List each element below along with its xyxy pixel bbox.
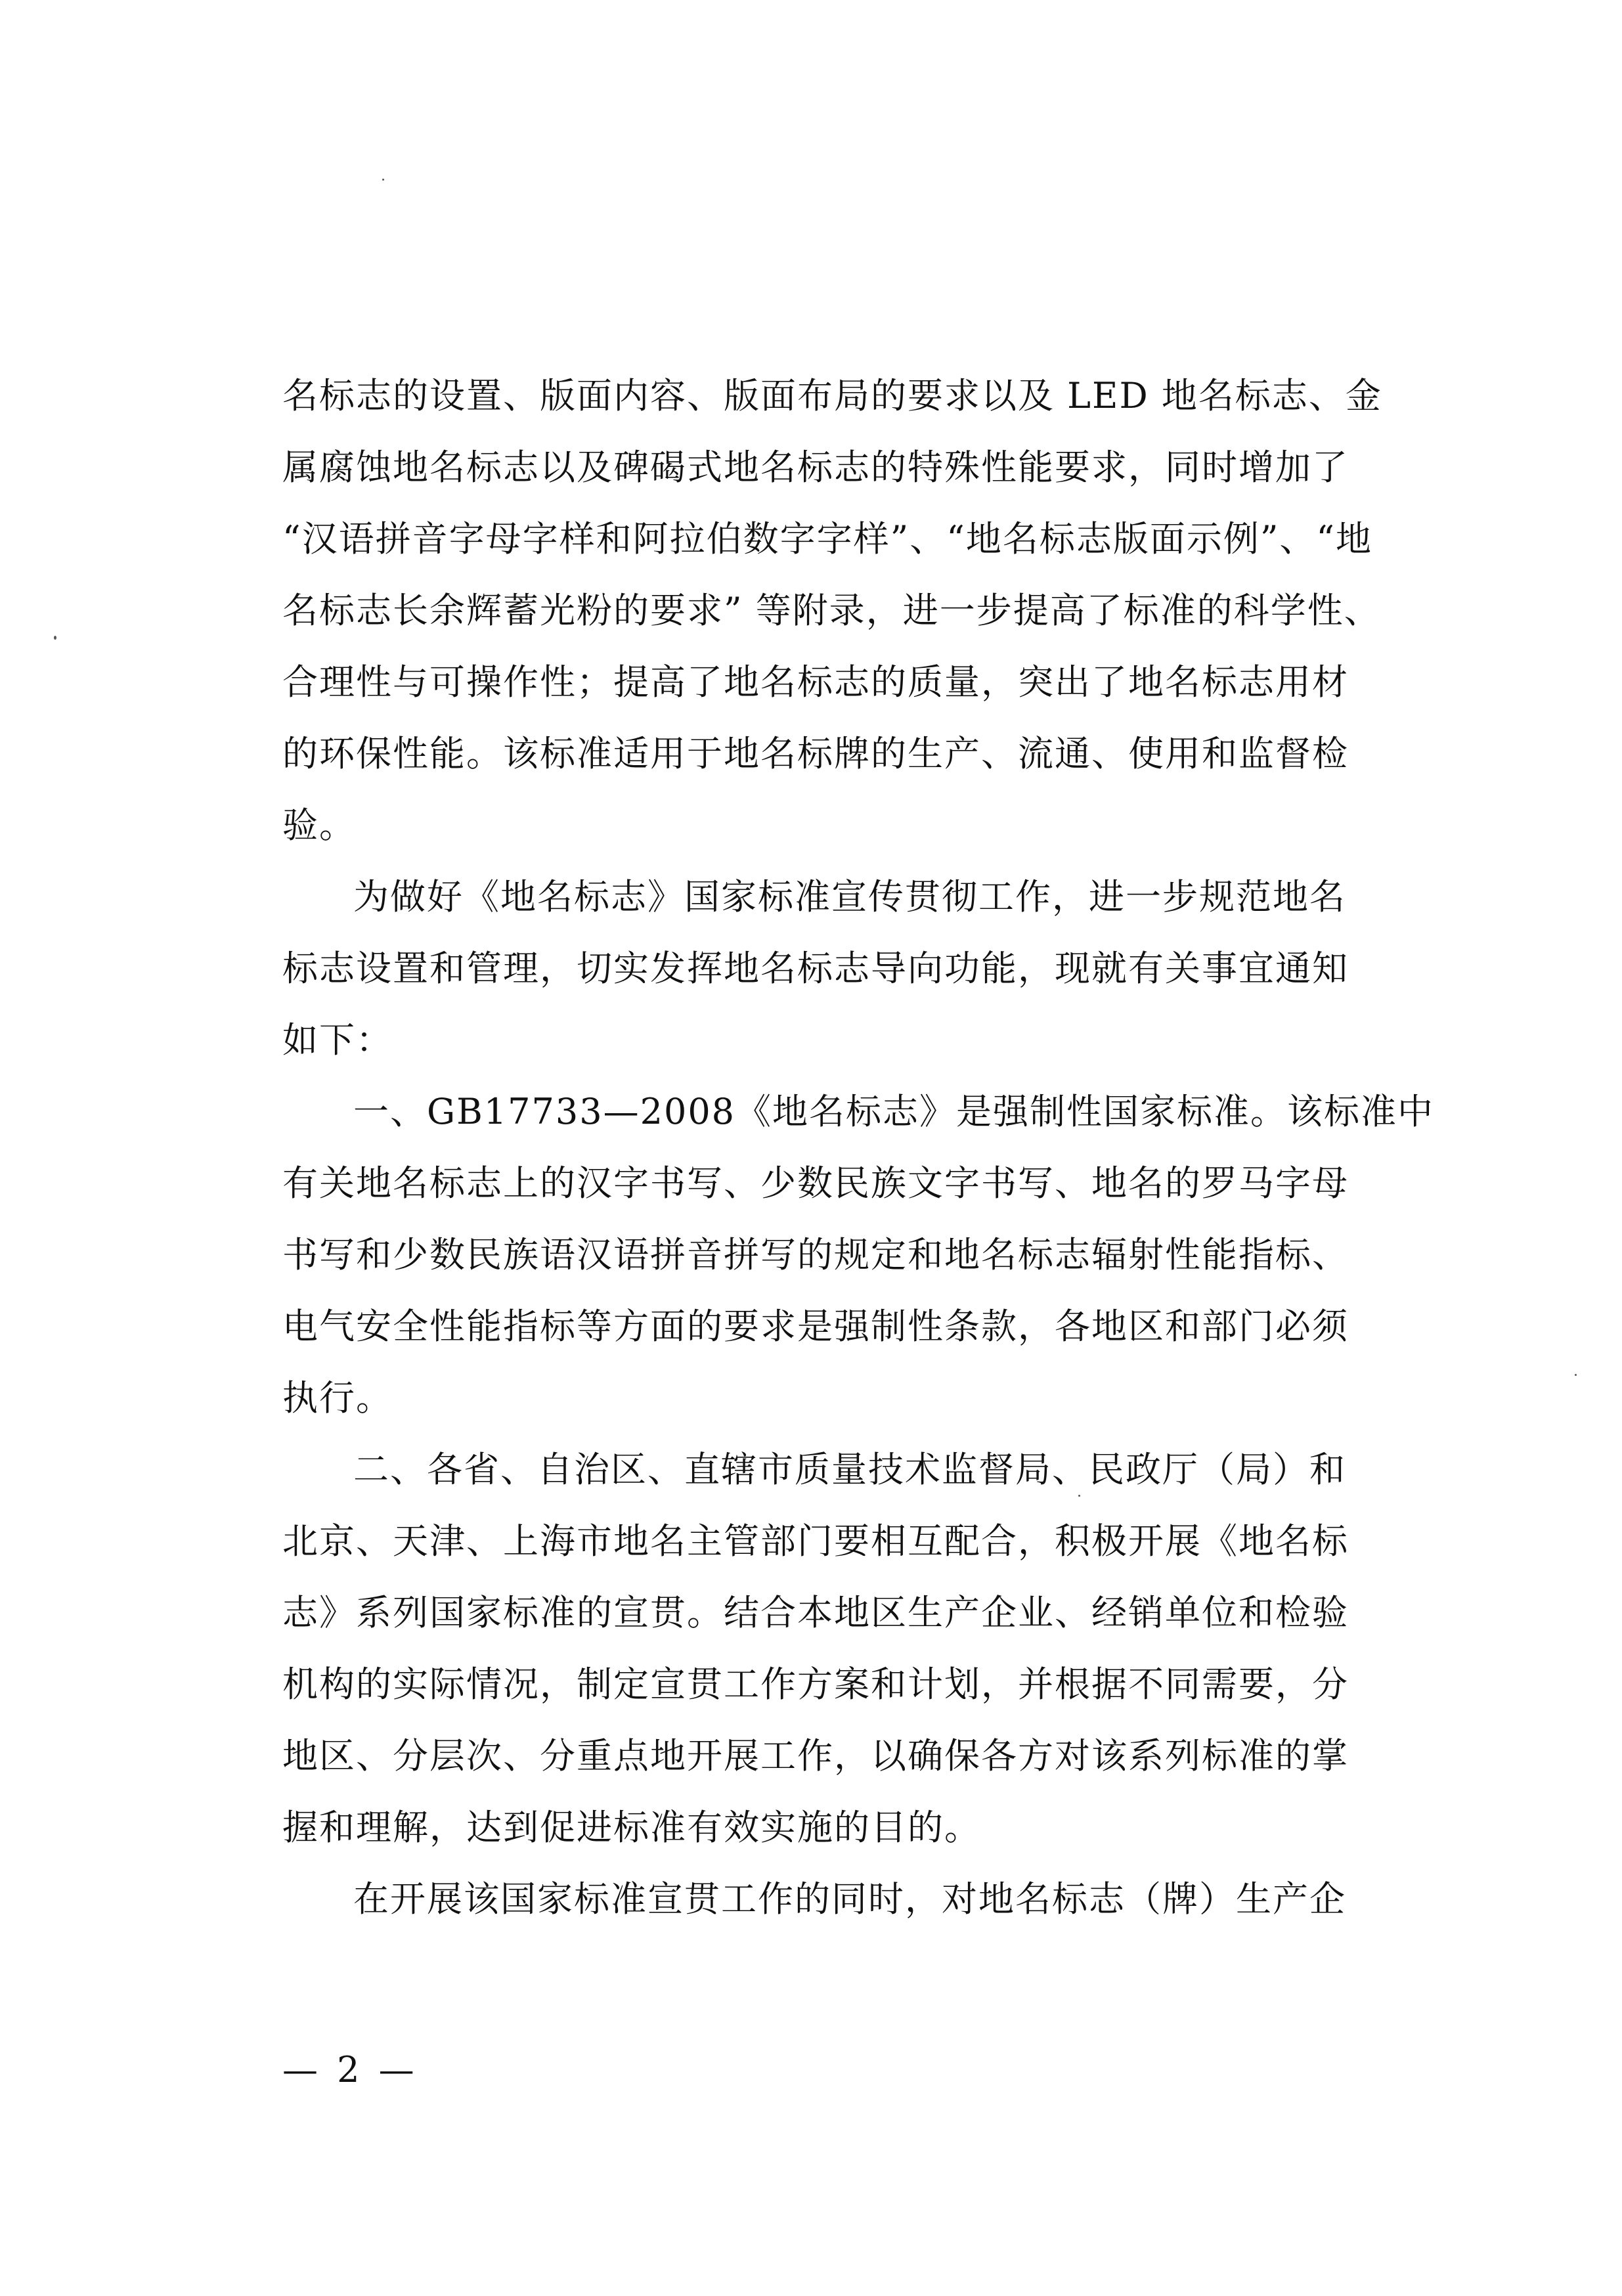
text-line: 志》系列国家标准的宣贯。结合本地区生产企业、经销单位和检验 xyxy=(282,1592,1349,1633)
body-text xyxy=(282,360,1435,1935)
scan-speck xyxy=(1078,1495,1080,1497)
text-line: 执行。 xyxy=(282,1377,393,1419)
scan-speck xyxy=(1575,1374,1577,1376)
text-line: 验。 xyxy=(282,805,356,846)
text-line: 机构的实际情况，制定宣贯工作方案和计划，并根据不同需要，分 xyxy=(282,1664,1349,1705)
text-line: 北京、天津、上海市地名主管部门要相互配合，积极开展《地名标 xyxy=(282,1520,1349,1562)
text-line: 握和理解，达到促进标准有效实施的目的。 xyxy=(282,1807,981,1848)
text-line: 属腐蚀地名标志以及碑碣式地名标志的特殊性能要求，同时增加了 xyxy=(282,447,1349,488)
text-line: 为做好《地名标志》国家标准宣传贯彻工作，进一步规范地名 xyxy=(353,876,1346,917)
text-line: 合理性与可操作性；提高了地名标志的质量，突出了地名标志用材 xyxy=(282,661,1349,703)
text-line: 书写和少数民族语汉语拼音拼写的规定和地名标志辐射性能指标、 xyxy=(282,1234,1349,1275)
text-line: 的环保性能。该标准适用于地名标牌的生产、流通、使用和监督检 xyxy=(282,733,1349,774)
text-line: 在开展该国家标准宣贯工作的同时，对地名标志（牌）生产企 xyxy=(353,1878,1346,1920)
scan-speck xyxy=(54,636,56,640)
text-line: 电气安全性能指标等方面的要求是强制性条款，各地区和部门必须 xyxy=(282,1306,1349,1347)
text-line: 有关地名标志上的汉字书写、少数民族文字书写、地名的罗马字母 xyxy=(282,1162,1349,1204)
scan-speck xyxy=(382,179,384,181)
text-line: 名标志长余辉蓄光粉的要求” 等附录，进一步提高了标准的科学性、 xyxy=(282,590,1381,631)
text-line: 如下： xyxy=(282,1019,393,1061)
text-line: 地区、分层次、分重点地开展工作，以确保各方对该系列标准的掌 xyxy=(282,1735,1349,1777)
text-line: 标志设置和管理，切实发挥地名标志导向功能，现就有关事宜通知 xyxy=(282,948,1349,989)
text-line: 一、GB17733—2008《地名标志》是强制性国家标准。该标准中 xyxy=(353,1091,1435,1132)
text-line: “汉语拼音字母字样和阿拉伯数字字样”、“地名标志版面示例”、“地 xyxy=(282,518,1373,560)
text-line: 名标志的设置、版面内容、版面布局的要求以及 LED 地名标志、金 xyxy=(282,375,1382,416)
text-line: 二、各省、自治区、直辖市质量技术监督局、民政厅（局）和 xyxy=(353,1449,1346,1490)
page-number: — 2 — xyxy=(282,2049,418,2090)
